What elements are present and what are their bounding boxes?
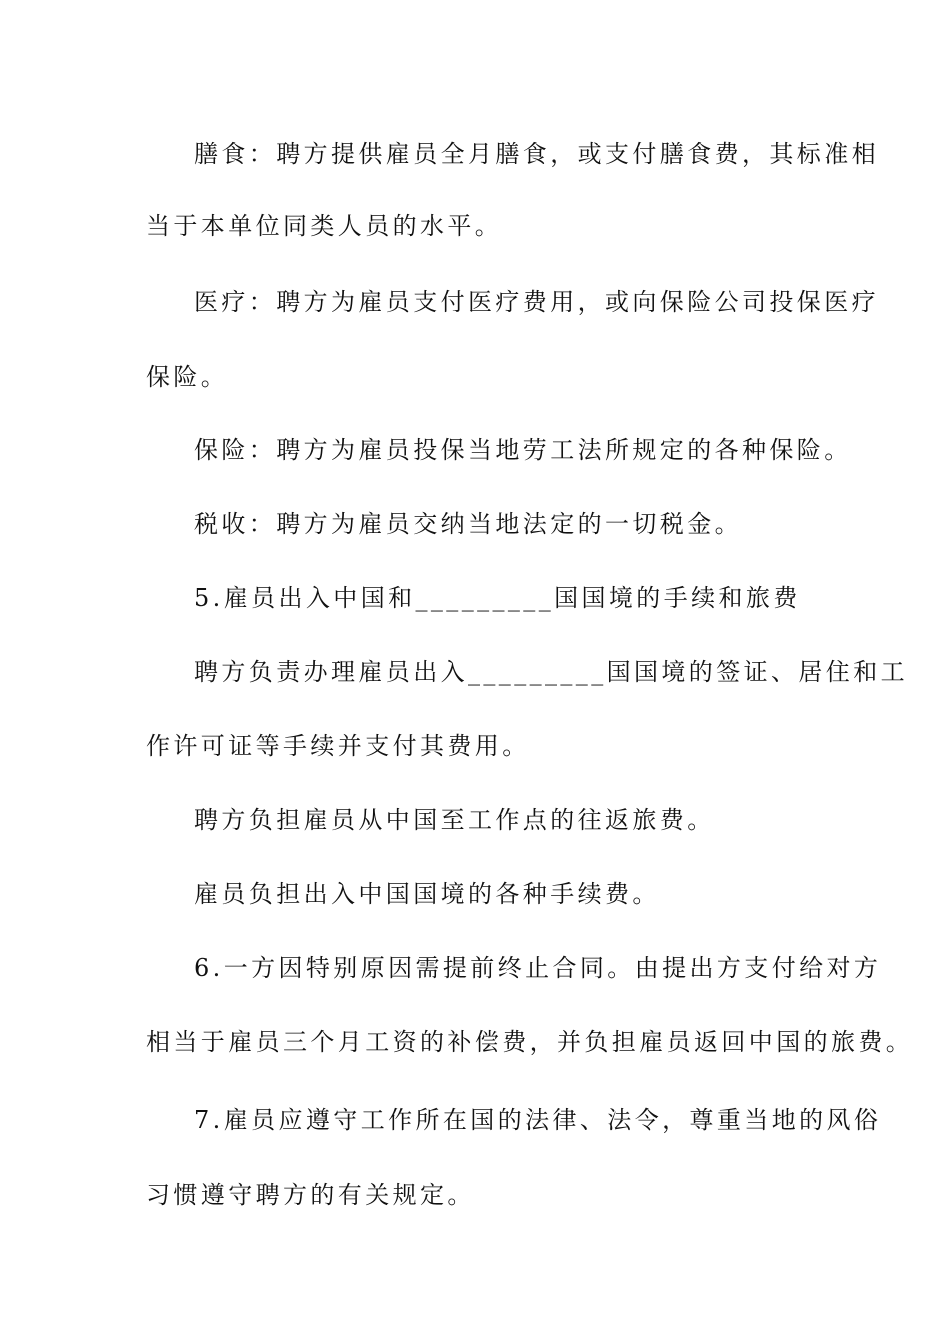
clause-5-travel-expense: 聘方负担雇员从中国至工作点的往返旅费。 (194, 806, 715, 834)
clause-5-fees: 雇员负担出入中国国境的各种手续费。 (194, 880, 660, 908)
paragraph-medical-line-2: 保险。 (146, 363, 229, 391)
paragraph-meals-line-2: 当于本单位同类人员的水平。 (146, 212, 503, 240)
paragraph-tax: 税收：聘方为雇员交纳当地法定的一切税金。 (194, 510, 742, 538)
clause-6-line-1: 6.一方因特别原因需提前终止合同。由提出方支付给对方 (194, 954, 882, 982)
clause-5-visa-line-1: 聘方负责办理雇员出入_________国国境的签证、居住和工 (194, 658, 908, 686)
clause-7-line-1: 7.雇员应遵守工作所在国的法律、法令，尊重当地的风俗 (194, 1106, 882, 1134)
clause-7-line-2: 习惯遵守聘方的有关规定。 (146, 1181, 475, 1209)
paragraph-medical-line-1: 医疗：聘方为雇员支付医疗费用，或向保险公司投保医疗 (194, 288, 879, 316)
paragraph-insurance: 保险：聘方为雇员投保当地劳工法所规定的各种保险。 (194, 436, 852, 464)
clause-5-visa-line-2: 作许可证等手续并支付其费用。 (146, 732, 530, 760)
clause-5-heading: 5.雇员出入中国和_________国国境的手续和旅费 (194, 584, 801, 612)
paragraph-meals-line-1: 膳食：聘方提供雇员全月膳食，或支付膳食费，其标准相 (194, 140, 879, 168)
clause-6-line-2: 相当于雇员三个月工资的补偿费，并负担雇员返回中国的旅费。 (146, 1028, 914, 1056)
